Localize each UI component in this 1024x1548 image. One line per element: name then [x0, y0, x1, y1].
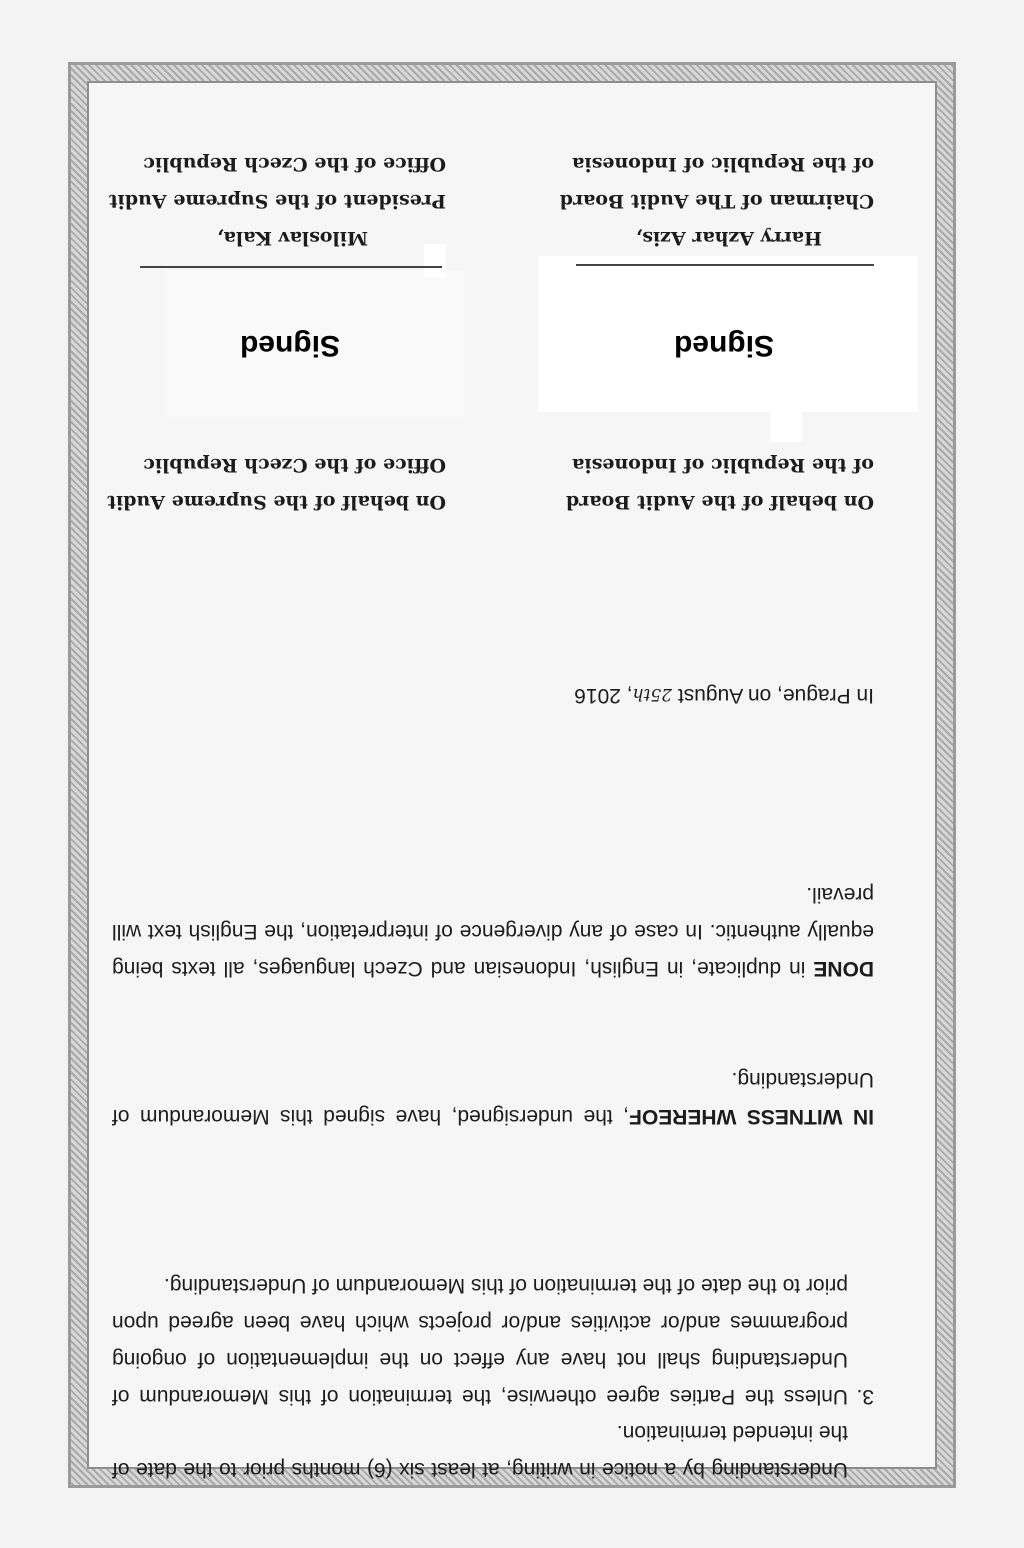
- right-signatory-title1: President of the Supreme Audit: [108, 190, 446, 212]
- left-signatory-title1: Chairman of The Audit Board: [559, 190, 874, 212]
- done-text: in duplicate, in English, Indonesian and Czech languages, all texts being equally authentic. In case of any divergence of interpretation, the English text will prevail.: [112, 883, 874, 980]
- item-number: 3.: [856, 1385, 874, 1408]
- witness-lead: IN WITNESS WHEREOF: [629, 1105, 874, 1128]
- witness-text: , the undersigned, have signed this Memorandum of Understanding.: [112, 1068, 874, 1128]
- handwritten-day: 25th: [632, 684, 673, 704]
- left-signatory-name: Harry Azhar Azis,: [635, 227, 822, 249]
- redaction-box: [770, 408, 802, 442]
- termination-paragraph: Understanding by a notice in writing, at least six (6) months prior to the date of the intended termination.: [112, 1421, 848, 1481]
- place-date-prefix: In Prague, on August: [672, 684, 874, 707]
- right-signatory-name: Miloslav Kala,: [217, 227, 368, 249]
- right-behalf-line1: On behalf of the Supreme Audit: [107, 491, 446, 513]
- left-signed-stamp: Signed: [673, 329, 774, 362]
- right-signed-stamp: Signed: [239, 329, 340, 362]
- done-lead: DONE: [813, 957, 874, 980]
- right-behalf-line2: Office of the Czech Republic: [143, 454, 446, 476]
- redaction-box: [424, 244, 446, 278]
- item-3-text: Unless the Parties agree otherwise, the termination of this Memorandum of Understanding shall not have any effect on the implementation of ongoing programmes and/or activities and/or projects which have been agreed upon prior to the date of the termination of this Memorandum of Understanding.: [112, 1274, 848, 1408]
- left-behalf-line2: of the Republic of Indonesia: [572, 454, 874, 476]
- place-date-suffix: , 2016: [574, 684, 633, 707]
- left-signature-line: [576, 264, 874, 266]
- left-behalf-line1: On behalf of the Audit Board: [565, 491, 874, 513]
- right-signatory-title2: Office of the Czech Republic: [143, 153, 446, 175]
- place-date: [574, 675, 874, 714]
- right-signature-line: [140, 266, 442, 268]
- witness-paragraph: [112, 1061, 874, 1135]
- done-paragraph: [112, 876, 874, 987]
- left-signatory-title2: of the Republic of Indonesia: [572, 153, 874, 175]
